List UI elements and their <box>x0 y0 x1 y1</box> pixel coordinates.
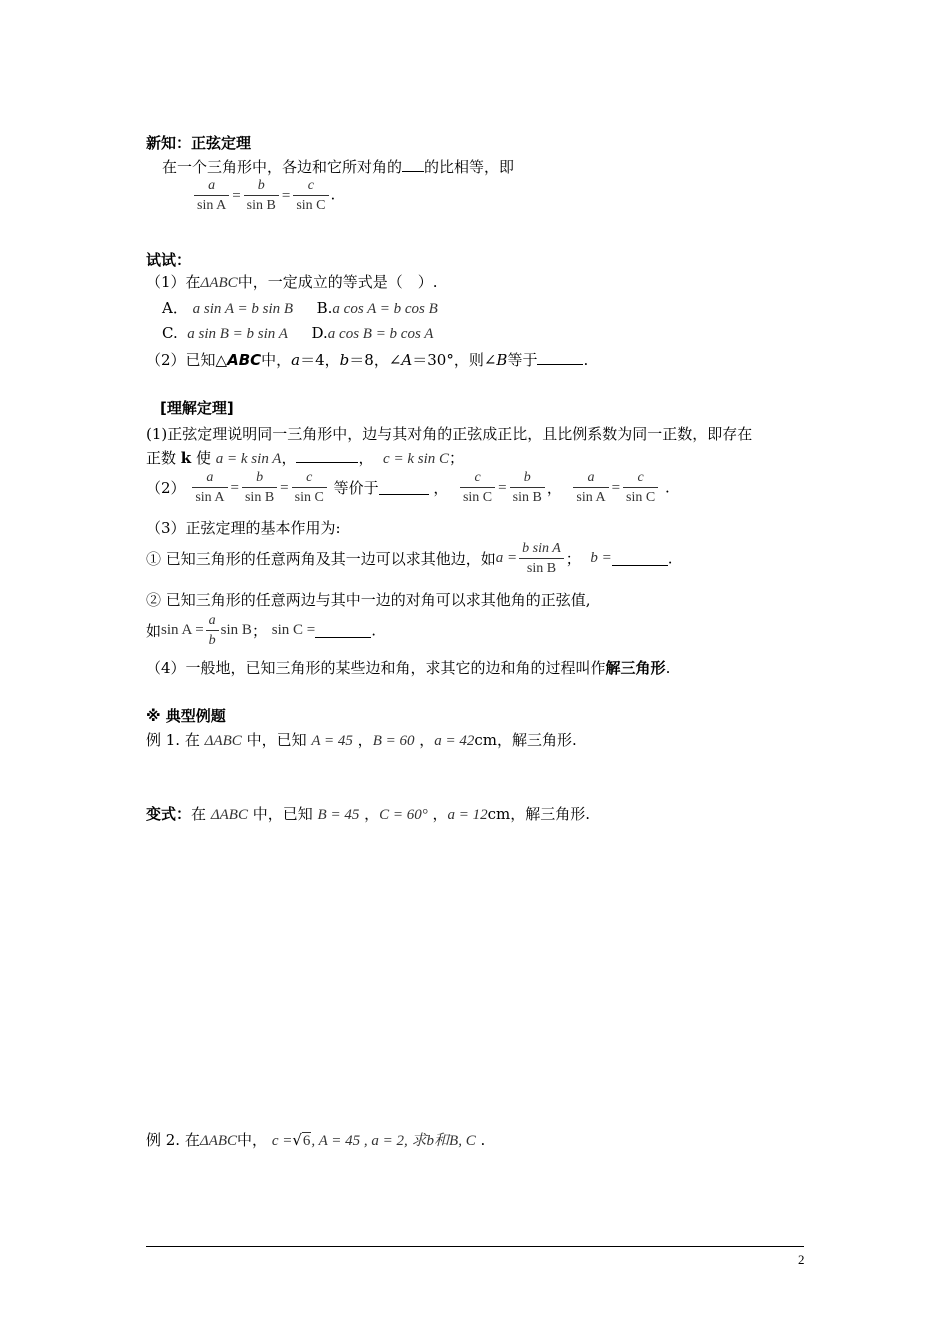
lijie-p3a: ① 已知三角形的任意两角及其一边可以求其他边，如a = $\frac{\text{b sin A}}{\text{sin B}}$ ； b = . <box>146 541 673 576</box>
lijie-p3: （3）正弦定理的基本作用为: <box>146 519 341 537</box>
lijie-p4: （4）一般地，已知三角形的某些边和角，求其它的边和角的过程叫作解三角形. <box>146 659 671 677</box>
option-d[interactable]: a cos B = b cos A <box>327 326 434 342</box>
option-d-label[interactable]: D. <box>311 324 328 342</box>
statement-text-2: 的比相等，即 <box>424 158 515 176</box>
option-b[interactable]: a cos A = b cos B <box>332 301 438 317</box>
heading-dianxing: ※ 典型例题 <box>146 707 226 725</box>
answer-blank-p3b[interactable] <box>315 623 371 638</box>
answer-blank-p3a[interactable] <box>612 551 668 566</box>
footer-divider <box>146 1246 804 1247</box>
theorem-statement <box>162 157 514 177</box>
heading-lijie: [理解定理] <box>160 399 234 417</box>
option-c[interactable]: a sin B = b sin A <box>187 326 288 342</box>
frac-b-sinB: $\frac{b}{\text{sin B}}$ <box>244 176 279 215</box>
option-b-label[interactable]: B. <box>316 299 333 317</box>
lijie-p3b-line1: ② 已知三角形的任意两边与其中一边的对角可以求其他角的正弦值, <box>146 591 591 609</box>
page-number: 2 <box>798 1252 805 1267</box>
question-1: （1）在ΔABC中，一定成立的等式是（ ）. <box>146 273 438 291</box>
example-2: 例 2. 在ΔABC中， c =√6, A = 45 , a = 2, 求b和B, C . <box>146 1131 486 1149</box>
heading-shishi: 试试： <box>146 251 192 269</box>
lijie-p1-line2: 正数 k 使 a = k sin A， ， c = k sin C； <box>146 449 465 467</box>
frac-a-sinA: $\frac{a}{\text{sin A}}$ <box>194 176 229 215</box>
statement-blank[interactable] <box>402 157 424 172</box>
answer-blank-p2[interactable] <box>379 480 429 495</box>
lijie-p2: （2） $\frac{a}{\text{sin A}}$ = $\frac{b}{\text{sin B}}$ = $\frac{c}{\text{sin C}}$ 等价于 ， $\frac{c}{\text{sin C}}$ = $\frac{b}{\text{sin B}}$ ， $\frac{a}{\text{sin A}}$ = $\frac{c}{\text{sin C}}$ . <box>146 470 670 505</box>
option-a-label[interactable]: A． <box>162 299 188 317</box>
example-1: 例 1. 在 ΔABC 中，已知 A = 45 ，B = 60 ，a = 42cm，解三角形. <box>146 731 577 749</box>
heading-xinzhi: 新知：正弦定理 <box>146 134 252 152</box>
variant-exercise: 变式：在 ΔABC 中，已知 B = 45 ，C = 60° ，a = 12cm，解三角形. <box>146 805 591 823</box>
answer-blank-p1[interactable] <box>296 448 358 463</box>
lijie-p3b-line2: 如sin A = $\frac{a}{b}$ sin B； sin C = . <box>146 613 376 648</box>
option-c-label[interactable]: C. <box>162 324 178 342</box>
statement-text-1: 在一个三角形中，各边和它所对角的 <box>162 158 403 176</box>
answer-blank-q2[interactable] <box>537 350 583 365</box>
option-a[interactable]: a sin A = b sin B <box>192 301 294 317</box>
lijie-p1-line1: (1)正弦定理说明同一三角形中，边与其对角的正弦成正比，且比例系数为同一正数，即存在 <box>146 425 753 443</box>
options-cd <box>162 323 433 344</box>
frac-c-sinC: $\frac{c}{\text{sin C}}$ <box>293 176 328 215</box>
options-ab <box>162 298 438 319</box>
question-2: （2）已知△ABC中，a＝4，b＝8，∠A＝30°，则∠B等于 . <box>146 351 589 369</box>
sine-law-formula: $\frac{a}{\text{sin A}}$ = $\frac{b}{\text{sin B}}$ = $\frac{c}{\text{sin C}}$ . <box>192 176 335 215</box>
